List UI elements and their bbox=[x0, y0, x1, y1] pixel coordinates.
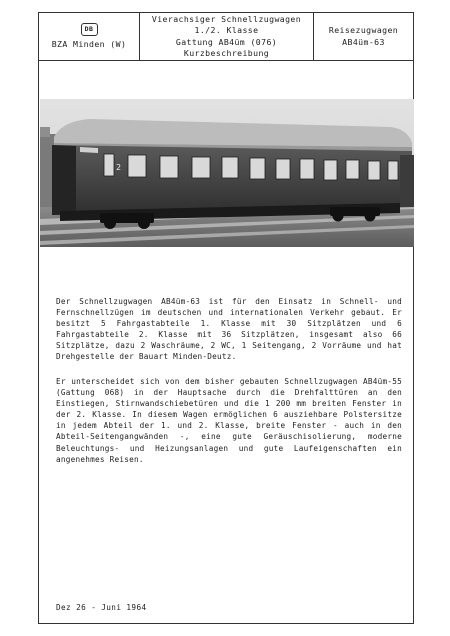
coach-number: 2 bbox=[116, 163, 122, 172]
footer-date: Dez 26 - Juni 1964 bbox=[56, 603, 147, 612]
office-name: BZA Minden (W) bbox=[51, 38, 127, 49]
title-line-3: Gattung AB4üm (076) bbox=[175, 36, 278, 47]
paragraph-2: Er unterscheidet sich von dem bisher gebauten Schnellzugwagen AB4üm-55 (Gattung 068) in der Hauptsache durch die Drehfalttüren an den Einstiegen, Stirnwandschiebetüren und die 1 200 mm breiten Fenster in der 2. Klasse. In diesem Wagen ermöglichen 6 ausziehbare Polstersitze in jedem Abteil der 1. und 2. Klasse, breite Fenster - auch in den Abteil-Seitengangwänden -, eine gute Geräuschisolierung, moderne Beleuchtungs- und Heizungsanlagen und gute Laufeigenschaften ein angenehmes Reisen. bbox=[56, 377, 402, 464]
document-page bbox=[38, 12, 414, 624]
paragraph-1: Der Schnellzugwagen AB4üm-63 ist für den Einsatz in Schnell- und Fernschnellzügen im deutschen und internationalen Verkehr gebaut. Er besitzt 5 Fahrgastabteile 1. Klasse mit 30 Sitzplätzen und 6 Fahrgastabteile 2. Klasse mit 36 Sitzplätzen, insgesamt also 66 Sitzplätze, dazu 2 Waschräume, 2 WC, 1 Seitengang, 2 Vorräume und hat Drehgestelle der Bauart Minden-Deutz. bbox=[56, 297, 402, 362]
category-line-1: Reisezugwagen bbox=[328, 25, 399, 35]
db-logo: DB bbox=[81, 23, 98, 36]
title-line-1: Vierachsiger Schnellzugwagen bbox=[151, 13, 302, 24]
header-title-cell bbox=[140, 13, 314, 60]
header-office-cell bbox=[39, 13, 140, 60]
header-table bbox=[39, 13, 413, 61]
header-category-cell bbox=[314, 13, 413, 60]
title-line-4: Kurzbeschreibung bbox=[183, 48, 270, 58]
title-line-2: 1./2. Klasse bbox=[194, 25, 259, 35]
category-line-2: AB4üm-63 bbox=[342, 36, 385, 47]
coach-photo bbox=[40, 99, 414, 247]
